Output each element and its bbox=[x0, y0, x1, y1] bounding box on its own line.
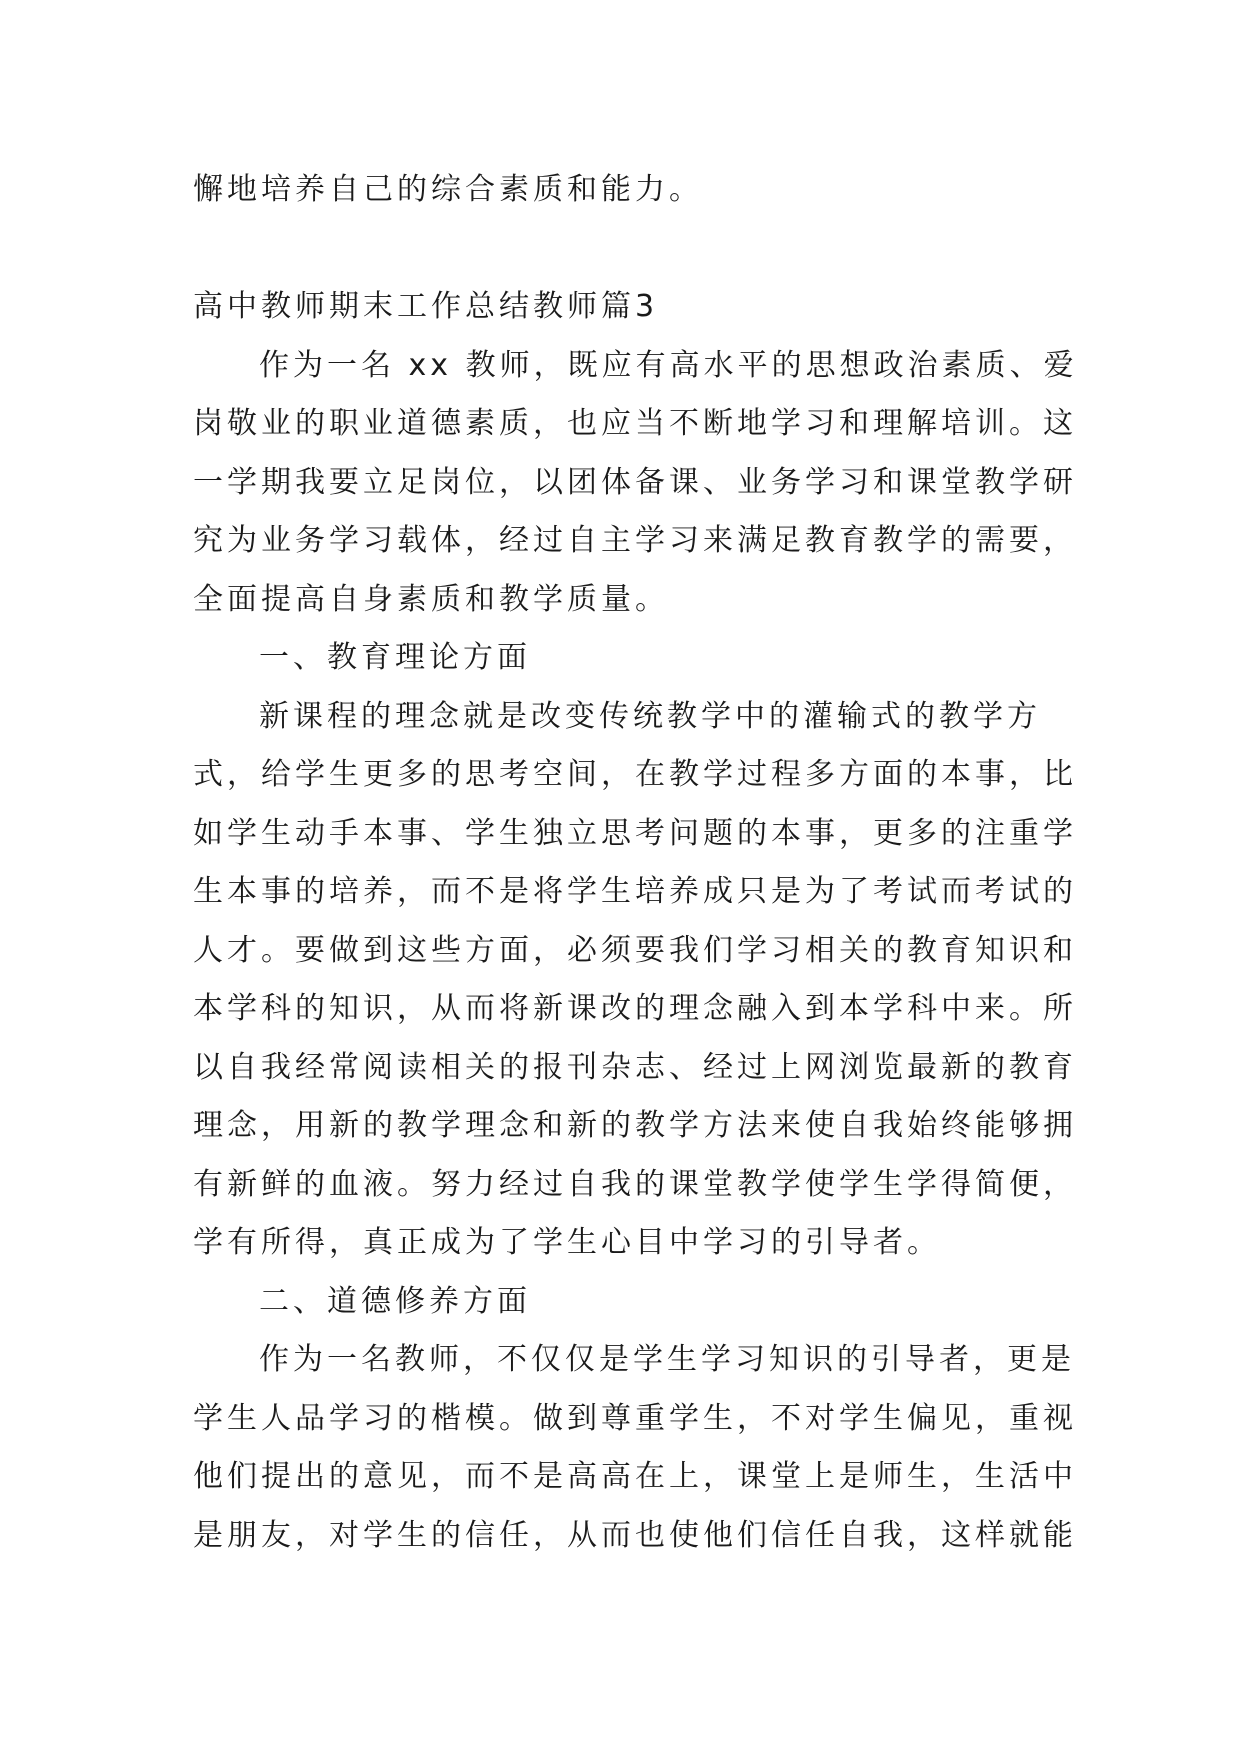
paragraph-line: 如学生动手本事、学生独立思考问题的本事，更多的注重学 bbox=[193, 815, 1077, 851]
intro-line: 究为业务学习载体，经过自主学习来满足教育教学的需要， bbox=[193, 523, 1077, 558]
paragraph-line: 学生人品学习的楷模。做到尊重学生，不对学生偏见，重视 bbox=[193, 1400, 1077, 1436]
paragraph-line: 理念，用新的教学理念和新的教学方法来使自我始终能够拥 bbox=[193, 1108, 1077, 1143]
continuation-line: 懈地培养自己的综合素质和能力。 bbox=[193, 172, 703, 207]
paragraph-line: 新课程的理念就是改变传统教学中的灌输式的教学方 bbox=[259, 698, 1041, 734]
continuation-block bbox=[193, 161, 1058, 220]
paragraph-line: 他们提出的意见，而不是高高在上，课堂上是师生，生活中 bbox=[193, 1459, 1077, 1494]
paragraph-line: 有新鲜的血液。努力经过自我的课堂教学使学生学得简便， bbox=[193, 1166, 1077, 1202]
section-title: 高中教师期末工作总结教师篇3 bbox=[193, 289, 659, 324]
paragraph-line: 以自我经常阅读相关的报刊杂志、经过上网浏览最新的教育 bbox=[193, 1049, 1077, 1085]
intro-line: 作为一名 xx 教师，既应有高水平的思想政治素质、爱 bbox=[259, 347, 1078, 383]
paragraph-line: 作为一名教师，不仅仅是学生学习知识的引导者，更是 bbox=[259, 1342, 1075, 1377]
heading-education-theory: 一、教育理论方面 bbox=[259, 640, 531, 675]
intro-line: 岗敬业的职业道德素质，也应当不断地学习和理解培训。这 bbox=[193, 406, 1077, 441]
paragraph-line: 本学科的知识，从而将新课改的理念融入到本学科中来。所 bbox=[193, 991, 1077, 1026]
section-body bbox=[193, 278, 1078, 1565]
intro-line: 全面提高自身素质和教学质量。 bbox=[193, 581, 669, 617]
paragraph-line: 式，给学生更多的思考空间，在教学过程多方面的本事，比 bbox=[193, 757, 1077, 792]
paragraph-line: 人才。要做到这些方面，必须要我们学习相关的教育知识和 bbox=[193, 932, 1077, 968]
intro-line: 一学期我要立足岗位，以团体备课、业务学习和课堂教学研 bbox=[193, 464, 1077, 500]
paragraph-line: 学有所得，真正成为了学生心目中学习的引导者。 bbox=[193, 1225, 941, 1260]
paragraph-line: 生本事的培养，而不是将学生培养成只是为了考试而考试的 bbox=[193, 874, 1077, 909]
heading-moral-cultivation: 二、道德修养方面 bbox=[259, 1283, 531, 1319]
paragraph-line: 是朋友，对学生的信任，从而也使他们信任自我，这样就能 bbox=[193, 1517, 1077, 1553]
